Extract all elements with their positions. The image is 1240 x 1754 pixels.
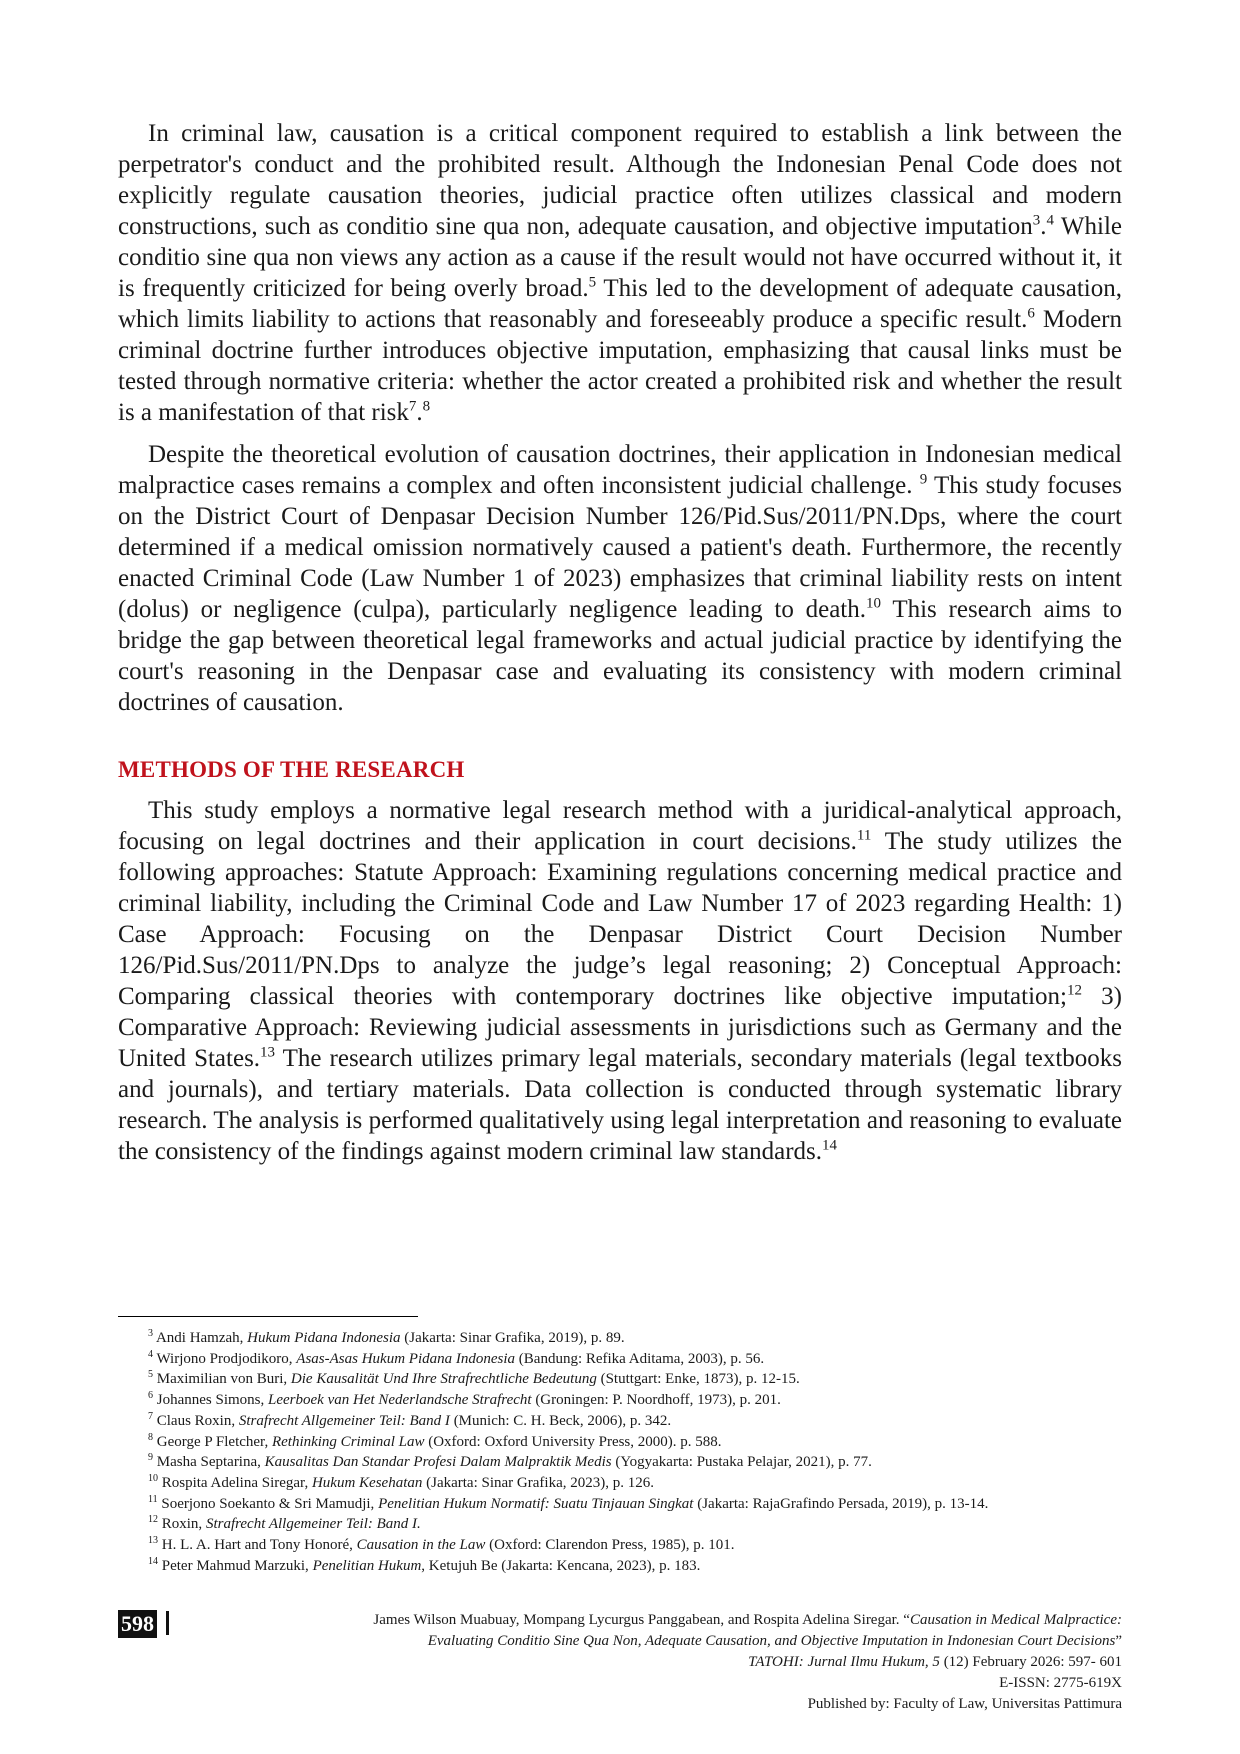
footnote-number: 6	[148, 1390, 153, 1402]
page-footer	[0, 1608, 1240, 1748]
footnote-12	[118, 1514, 1122, 1535]
page-number: 598	[118, 1610, 157, 1638]
citation-block	[172, 1610, 1122, 1715]
text-run: (Stuttgart: Enke, 1873), p. 12-15.	[596, 1371, 800, 1388]
text-run: .	[416, 399, 423, 426]
text-run: , Ketujuh Be (Jakarta: Kencana, 2023), p. 183.	[421, 1557, 701, 1574]
footnote-ref: 12	[1067, 982, 1082, 999]
italic-text: Strafrecht Allgemeiner Teil: Band I	[238, 1412, 450, 1429]
text-run: 3) Comparative Approach: Reviewing judicial assessments in jurisdictions such as Germany and the United States.	[118, 983, 1122, 1072]
italic-text: Hukum Kesehatan	[311, 1474, 423, 1491]
text-run: George P Fletcher,	[156, 1433, 272, 1450]
footnote-13	[118, 1535, 1122, 1556]
text-run: Modern criminal doctrine further introduces objective imputation, emphasizing that causal links must be tested through normative criteria: whether the actor created a prohibited risk and whether the result is a manifestation of that risk	[118, 306, 1122, 426]
text-run: Andi Hamzah,	[155, 1330, 248, 1346]
footnote-10	[118, 1473, 1122, 1494]
italic-text: Leerboek van Het Nederlandsche Strafrecht	[268, 1392, 532, 1409]
footnote-ref: 5	[588, 274, 597, 291]
text-run: This study focuses on the District Court of Denpasar Decision Number 126/Pid.Sus/2011/PN.Dps, where the court determined if a medical omission normatively caused a patient's death. Furthermore, the recently enacted Criminal Code (Law Number 1 of 2023) emphasizes that criminal liability rests on intent (dolus) or negligence (culpa), particularly negligence leading to death.	[118, 472, 1122, 623]
footnote-number: 14	[148, 1555, 158, 1567]
italic-text: Rethinking Criminal Law	[271, 1433, 425, 1450]
footnote-number: 3	[148, 1328, 153, 1339]
footnote-number: 4	[148, 1348, 153, 1360]
footnote-number: 7	[148, 1410, 153, 1422]
study-paragraph	[118, 439, 1122, 718]
text-run: (Bandung: Refika Aditama, 2003), p. 56.	[515, 1350, 765, 1367]
footnote-ref: 9	[919, 471, 928, 488]
italic-text: Asas-Asas Hukum Pidana Indonesia	[296, 1350, 516, 1367]
text-run: .	[1040, 213, 1047, 240]
footnote-number: 5	[148, 1369, 153, 1381]
text-run: Despite the theoretical evolution of causation doctrines, their application in Indonesian medical malpractice cases remains a complex and often inconsistent judicial challenge.	[118, 441, 1122, 499]
methods-paragraph	[118, 795, 1122, 1167]
text-run: Roxin,	[161, 1516, 206, 1533]
italic-text: Penelitian Hukum	[312, 1557, 422, 1574]
text-run: Claus Roxin,	[156, 1412, 239, 1429]
text-run: The research utilizes primary legal materials, secondary materials (legal textbooks and journals), and tertiary materials. Data collection is conducted through systematic library research. The analysis is performed qualitatively using legal interpretation and reasoning to evaluate the consistency of the findings against modern criminal law standards.	[118, 1045, 1122, 1165]
footnote-ref: 4	[1046, 212, 1054, 229]
italic-text: Causation in the Law	[356, 1537, 486, 1554]
publisher-line: Published by: Faculty of Law, Universitas Pattimura	[807, 1696, 1122, 1712]
text-run: H. L. A. Hart and Tony Honoré,	[161, 1537, 357, 1554]
footnote-ref: 8	[422, 398, 431, 415]
text-run: This study employs a normative legal research method with a juridical-analytical approach, focusing on legal doctrines and their application in court decisions.	[118, 797, 1122, 855]
citation-line-1: James Wilson Muabuay, Mompang Lycurgus Panggabean, and Rospita Adelina Siregar. “Causation in Medical Malpractice:	[373, 1612, 1122, 1628]
footnote-4	[118, 1349, 1122, 1370]
footnote-number: 9	[148, 1452, 153, 1464]
footnote-number: 11	[148, 1493, 158, 1505]
italic-text: Penelitian Hukum Normatif: Suatu Tinjauan Singkat	[378, 1495, 694, 1512]
footnote-ref: 6	[1027, 305, 1035, 322]
footnote-number: 13	[148, 1535, 158, 1547]
text-run: Peter Mahmud Marzuki,	[161, 1557, 313, 1574]
main-text	[118, 118, 1122, 1167]
italic-text: Die Kausalität Und Ihre Strafrechtliche Bedeutung	[290, 1371, 597, 1388]
footnote-ref: 14	[822, 1137, 837, 1154]
text-run: While conditio sine qua non views any action as a cause if the result would not have occurred without it, it is frequently criticized for being overly broad.	[118, 213, 1122, 302]
footnote-3	[118, 1328, 1122, 1349]
text-run: Johannes Simons,	[156, 1392, 269, 1409]
text-run: (Oxford: Clarendon Press, 1985), p. 101.	[485, 1537, 735, 1554]
text-run: (Munich: C. H. Beck, 2006), p. 342.	[449, 1412, 672, 1429]
text-run: (Jakarta: RajaGrafindo Persada, 2019), p. 13-14.	[693, 1495, 989, 1512]
eissn-line: E-ISSN: 2775-619X	[999, 1675, 1122, 1691]
text-run: This led to the development of adequate causation, which limits liability to actions that reasonably and foreseeably produce a specific result.	[118, 275, 1122, 333]
text-run: This research aims to bridge the gap between theoretical legal frameworks and actual judicial practice by identifying the court's reasoning in the Denpasar case and evaluating its consistency with modern criminal doctrines of causation.	[118, 596, 1122, 716]
text-run: Rospita Adelina Siregar,	[161, 1474, 312, 1491]
section-heading: METHODS OF THE RESEARCH	[118, 757, 465, 782]
footnote-divider	[118, 1316, 418, 1317]
footnote-8	[118, 1432, 1122, 1453]
footnote-5	[118, 1369, 1122, 1390]
citation-line-2: Evaluating Conditio Sine Qua Non, Adequate Causation, and Objective Imputation in Indonesian Court Decisions”	[427, 1633, 1122, 1649]
page-number-bar	[166, 1611, 169, 1635]
text-run: Masha Septarina,	[156, 1454, 265, 1471]
text-run: Maximilian von Buri,	[156, 1371, 291, 1388]
footnote-number: 8	[148, 1431, 153, 1443]
footnote-ref: 3	[1032, 212, 1041, 229]
intro-paragraph	[118, 118, 1122, 428]
text-run: (Yogyakarta: Pustaka Pelajar, 2021), p. 77.	[611, 1454, 872, 1471]
text-run: Soerjono Soekanto & Sri Mamudji,	[161, 1495, 379, 1512]
text-run: The study utilizes the following approaches: Statute Approach: Examining regulations concerning medical practice and criminal liability, including the Criminal Code and Law Number 17 of 2023 regarding Health: 1) Case Approach: Focusing on the Denpasar District Court Decision Number 126/Pid.Sus/2011/PN.Dps to analyze the judge’s legal reasoning; 2) Conceptual Approach: Comparing classical theories with contemporary doctrines like objective imputation;	[118, 828, 1123, 1010]
text-run: (Jakarta: Sinar Grafika, 2019), p. 89.	[400, 1330, 625, 1346]
text-run: (Groningen: P. Noordhoff, 1973), p. 201.	[531, 1392, 781, 1409]
footnote-7	[118, 1411, 1122, 1432]
footnote-ref: 7	[408, 398, 417, 415]
journal-line: TATOHI: Jurnal Ilmu Hukum, 5 (12) February 2026: 597- 601	[748, 1654, 1122, 1670]
italic-text: Strafrecht Allgemeiner Teil: Band I.	[205, 1516, 421, 1533]
footnote-number: 10	[148, 1472, 158, 1484]
footnotes	[118, 1328, 1122, 1576]
italic-text: Kausalitas Dan Standar Profesi Dalam Malpraktik Medis	[264, 1454, 612, 1471]
footnote-6	[118, 1390, 1122, 1411]
text-run: Wirjono Prodjodikoro,	[156, 1350, 297, 1367]
footnote-14	[118, 1556, 1122, 1577]
text-run: In criminal law, causation is a critical component required to establish a link between the perpetrator's conduct and the prohibited result. Although the Indonesian Penal Code does not explicitly regulate causation theories, judicial practice often utilizes classical and modern constructions, such as conditio sine qua non, adequate causation, and objective imputation	[118, 120, 1122, 240]
footnote-ref: 13	[260, 1044, 276, 1061]
italic-text: Hukum Pidana Indonesia	[247, 1330, 401, 1346]
footnote-9	[118, 1452, 1122, 1473]
footnote-ref: 10	[866, 595, 882, 612]
footnote-11	[118, 1494, 1122, 1515]
footnote-ref: 11	[856, 827, 872, 844]
text-run: (Jakarta: Sinar Grafika, 2023), p. 126.	[422, 1474, 654, 1491]
footnote-number: 12	[148, 1514, 158, 1526]
text-run: (Oxford: Oxford University Press, 2000). p. 588.	[424, 1433, 722, 1450]
